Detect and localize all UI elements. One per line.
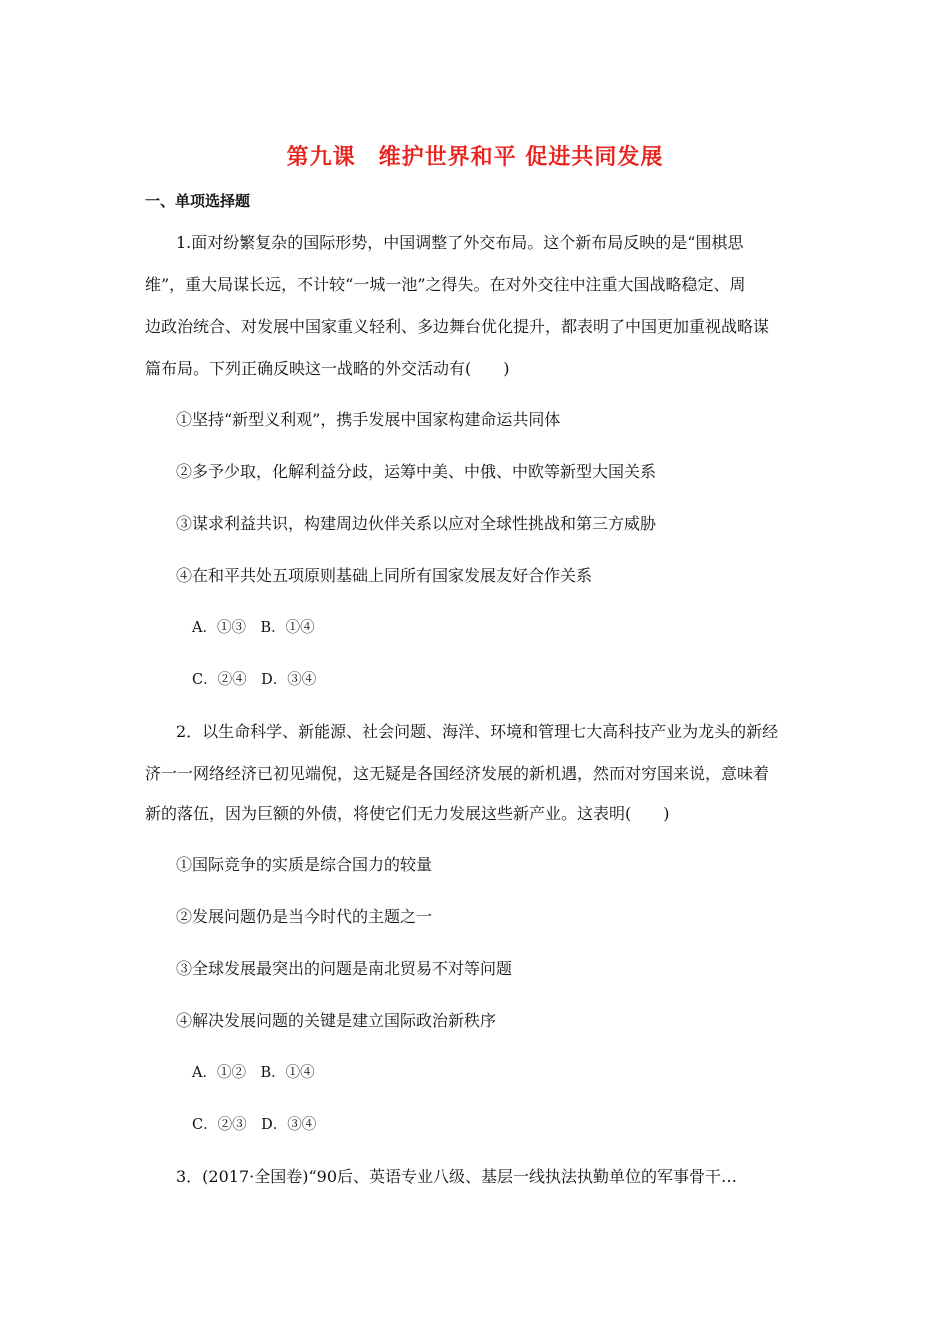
q2-option-3: ③全球发展最突出的问题是南北贸易不对等问题 xyxy=(176,959,513,978)
q1-option-3: ③谋求利益共识，构建周边伙伴关系以应对全球性挑战和第三方威胁 xyxy=(176,514,657,533)
q1-line-4: 篇布局。下列正确反映这一战略的外交活动有( ) xyxy=(145,359,510,378)
q2-choices-cd: C．②③ D．③④ xyxy=(192,1117,317,1133)
q1-line-2: 维”，重大局谋长远，不计较“一城一池”之得失。在对外交往中注重大国战略稳定、周 xyxy=(145,275,746,294)
q2-option-1: ①国际竞争的实质是综合国力的较量 xyxy=(176,855,433,874)
q2-option-2: ②发展问题仍是当今时代的主题之一 xyxy=(176,907,433,926)
q1-choices-cd: C．②④ D．③④ xyxy=(192,672,317,688)
q2-line-2: 济一一网络经济已初见端倪，这无疑是各国经济发展的新机遇，然而对穷国来说，意味着 xyxy=(145,764,770,783)
page-title: 第九课 维护世界和平 促进共同发展 xyxy=(286,144,664,170)
q1-line-1: 1.面对纷繁复杂的国际形势，中国调整了外交布局。这个新布局反映的是“围棋思 xyxy=(176,233,744,252)
q2-option-4: ④解决发展问题的关键是建立国际政治新秩序 xyxy=(176,1011,497,1030)
q2-line-3: 新的落伍，因为巨额的外债，将使它们无力发展这些新产业。这表明( ) xyxy=(145,804,670,823)
q3-line-1: 3．(2017·全国卷)“90后、英语专业八级、基层一线执法执勤单位的军事骨干… xyxy=(176,1167,738,1186)
q1-line-3: 边政治统合、对发展中国家重义轻利、多边舞台优化提升，都表明了中国更加重视战略谋 xyxy=(145,317,770,336)
q2-choices-ab: A．①② B．①④ xyxy=(192,1065,315,1081)
q1-option-4: ④在和平共处五项原则基础上同所有国家发展友好合作关系 xyxy=(176,566,593,585)
q1-option-1: ①坚持“新型义利观”，携手发展中国家构建命运共同体 xyxy=(176,410,561,429)
q2-line-1: 2．以生命科学、新能源、社会问题、海洋、环境和管理七大高科技产业为龙头的新经 xyxy=(176,722,779,741)
q1-option-2: ②多予少取，化解利益分歧，运筹中美、中俄、中欧等新型大国关系 xyxy=(176,462,657,481)
section-heading: 一、单项选择题 xyxy=(145,192,251,210)
q1-choices-ab: A．①③ B．①④ xyxy=(192,620,315,636)
